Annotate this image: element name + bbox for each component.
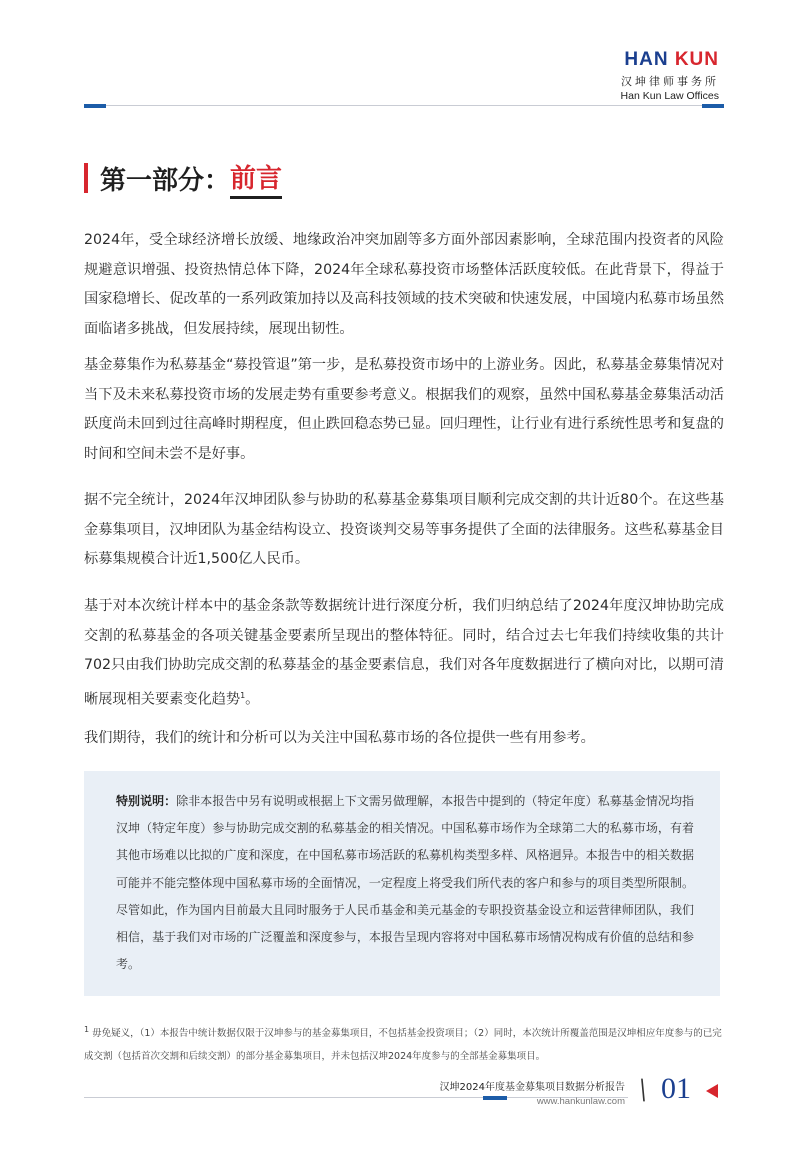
footnote — [84, 1019, 724, 1068]
paragraph-4-end: 。 — [245, 691, 260, 708]
footnote-mark: 1 — [84, 1025, 90, 1034]
footnote-reference[interactable]: 1 — [240, 690, 246, 700]
logo-wordmark — [621, 50, 719, 70]
logo-han: HAN — [624, 49, 675, 70]
footer-website-link[interactable]: www.hankunlaw.com — [536, 1096, 625, 1107]
header-divider — [84, 105, 724, 106]
heading-title: 前言 — [230, 158, 282, 199]
heading-part-label: 第一部分： — [100, 165, 231, 196]
page-arrow-icon — [706, 1084, 718, 1098]
logo-kun: KUN — [674, 49, 719, 70]
section-heading — [84, 160, 282, 196]
footnote-text: 毋免疑义，（1）本报告中统计数据仅限于汉坤参与的基金募集项目，不包括基金投资项目；（2）同时，本次统计所覆盖范围是汉坤相应年度参与的已完成交割（包括首次交割和后续交割）的部分基金募集项目，并未包括汉坤2024年度参与的全部基金募集项目。 — [84, 1028, 722, 1062]
logo-chinese-name: 汉坤律师事务所 — [621, 75, 719, 88]
paragraph-5: 我们期待，我们的统计和分析可以为关注中国私募市场的各位提供一些有用参考。 — [84, 730, 595, 746]
paragraph-1: 2024年，受全球经济增长放缓、地缘政治冲突加剧等多方面外部因素影响，全球范围内投资者的风险规避意识增强、投资热情总体下降，2024年全球私募投资市场整体活跃度较低。在此背景下，得益于国家稳增长、促改革的一系列政策加持以及高科技领域的技术突破和快速发展，中国境内私募市场虽然面临诸多挑战，但发展持续，展现出韧性。 — [84, 232, 724, 337]
header-divider-accent-right — [702, 104, 724, 108]
page-number: 01 — [661, 1072, 691, 1105]
paragraph-4-text: 基于对本次统计样本中的基金条款等数据统计进行深度分析，我们归纳总结了2024年度汉坤协助完成交割的私募基金的各项关键基金要素所呈现出的整体特征。同时，结合过去七年我们持续收集的共计702只由我们协助完成交割的私募基金的基金要素信息，我们对各年度数据进行了横向对比，以期可清晰展现相关要素变化趋势 — [84, 598, 724, 708]
special-note-text — [116, 788, 694, 978]
special-note-label: 特别说明： — [116, 794, 177, 808]
footer-slash: \ — [633, 1072, 653, 1109]
heading-bar — [84, 163, 88, 193]
special-note-box — [84, 771, 720, 996]
paragraph-4 — [84, 592, 724, 715]
paragraph-3: 据不完全统计，2024年汉坤团队参与协助的私募基金募集项目顺利完成交割的共计近80个。在这些基金募集项目，汉坤团队为基金结构设立、投资谈判交易等事务提供了全面的法律服务。这些私募基金目标募集规模合计近1,500亿人民币。 — [84, 492, 724, 567]
footer-report-title: 汉坤2024年度基金募集项目数据分析报告 — [439, 1082, 625, 1093]
logo-english-name: Han Kun Law Offices — [620, 90, 719, 102]
header-divider-accent-left — [84, 104, 106, 108]
special-note-body: 除非本报告中另有说明或根据上下文需另做理解，本报告中提到的（特定年度）私募基金情况均指汉坤（特定年度）参与协助完成交割的私募基金的相关情况。中国私募市场作为全球第二大的私募市场，有着其他市场难以比拟的广度和深度，在中国私募市场活跃的私募机构类型多样、风格迥异。本报告中的相关数据可能并不能完整体现中国私募市场的全面情况，一定程度上将受我们所代表的客户和参与的项目类型所限制。尽管如此，作为国内目前最大且同时服务于人民币基金和美元基金的专职投资基金设立和运营律师团队，我们相信，基于我们对市场的广泛覆盖和深度参与，本报告呈现内容将对中国私募市场情况构成有价值的总结和参考。 — [116, 794, 694, 972]
paragraph-2: 基金募集作为私募基金“募投管退”第一步，是私募投资市场中的上游业务。因此，私募基金募集情况对当下及未来私募投资市场的发展走势有重要参考意义。根据我们的观察，虽然中国私募基金募集活动活跃度尚未回到过往高峰时期程度，但止跌回稳态势已显。回归理性，让行业有进行系统性思考和复盘的时间和空间未尝不是好事。 — [84, 357, 724, 462]
footer-divider-accent — [483, 1096, 507, 1100]
firm-logo — [621, 50, 719, 102]
